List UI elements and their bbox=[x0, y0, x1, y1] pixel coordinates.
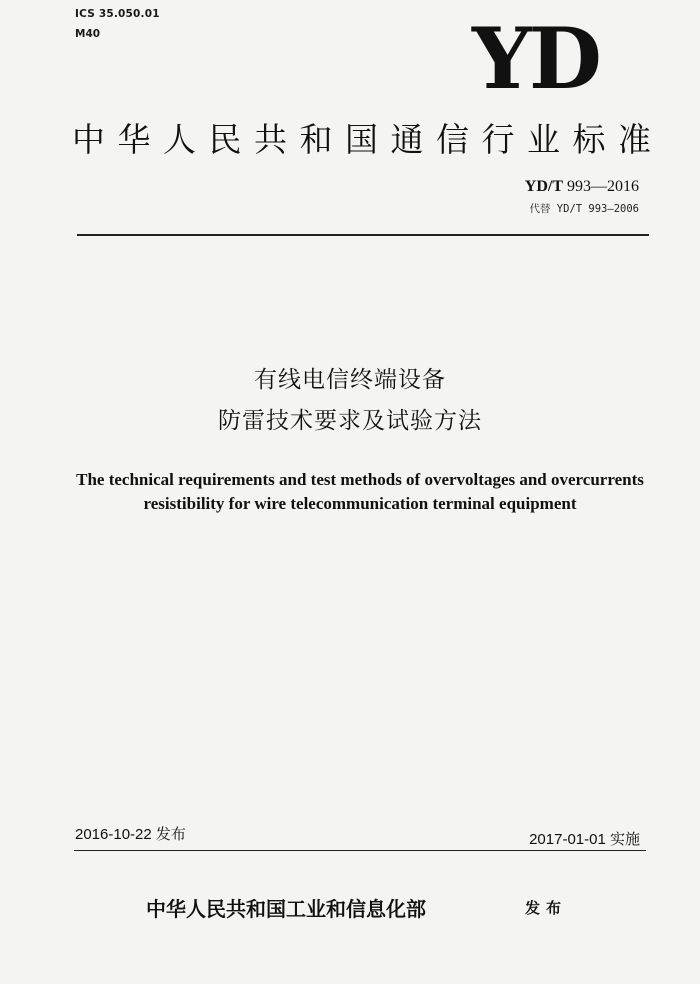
standard-category-title: 中华人民共和国通信行业标准 bbox=[72, 120, 664, 159]
chinese-title-line-2: 防雷技术要求及试验方法 bbox=[218, 408, 482, 434]
footer-divider bbox=[74, 850, 646, 851]
implementation-date: 2017-01-01 实施 bbox=[529, 831, 640, 848]
yd-logo: YD bbox=[472, 9, 599, 108]
english-title: The technical requirements and test methods of overvoltages and overcurrents resistibility for wire telecommunication terminal equipment bbox=[76, 470, 644, 513]
header-divider bbox=[77, 234, 649, 236]
publisher-name: 中华人民共和国工业和信息化部 bbox=[146, 897, 426, 921]
replaces-standard: 代替 YD/T 993—2006 bbox=[529, 203, 639, 215]
ics-code: ICS 35.050.01 bbox=[75, 8, 160, 20]
standard-number-rest: 993—2016 bbox=[563, 178, 639, 195]
standard-number-prefix: YD/T bbox=[524, 178, 563, 195]
publish-label: 发布 bbox=[525, 899, 568, 917]
chinese-title-line-1: 有线电信终端设备 bbox=[254, 367, 446, 393]
classification-code: M40 bbox=[75, 28, 101, 40]
standard-number bbox=[525, 178, 639, 196]
issue-date: 2016-10-22 发布 bbox=[75, 826, 186, 843]
